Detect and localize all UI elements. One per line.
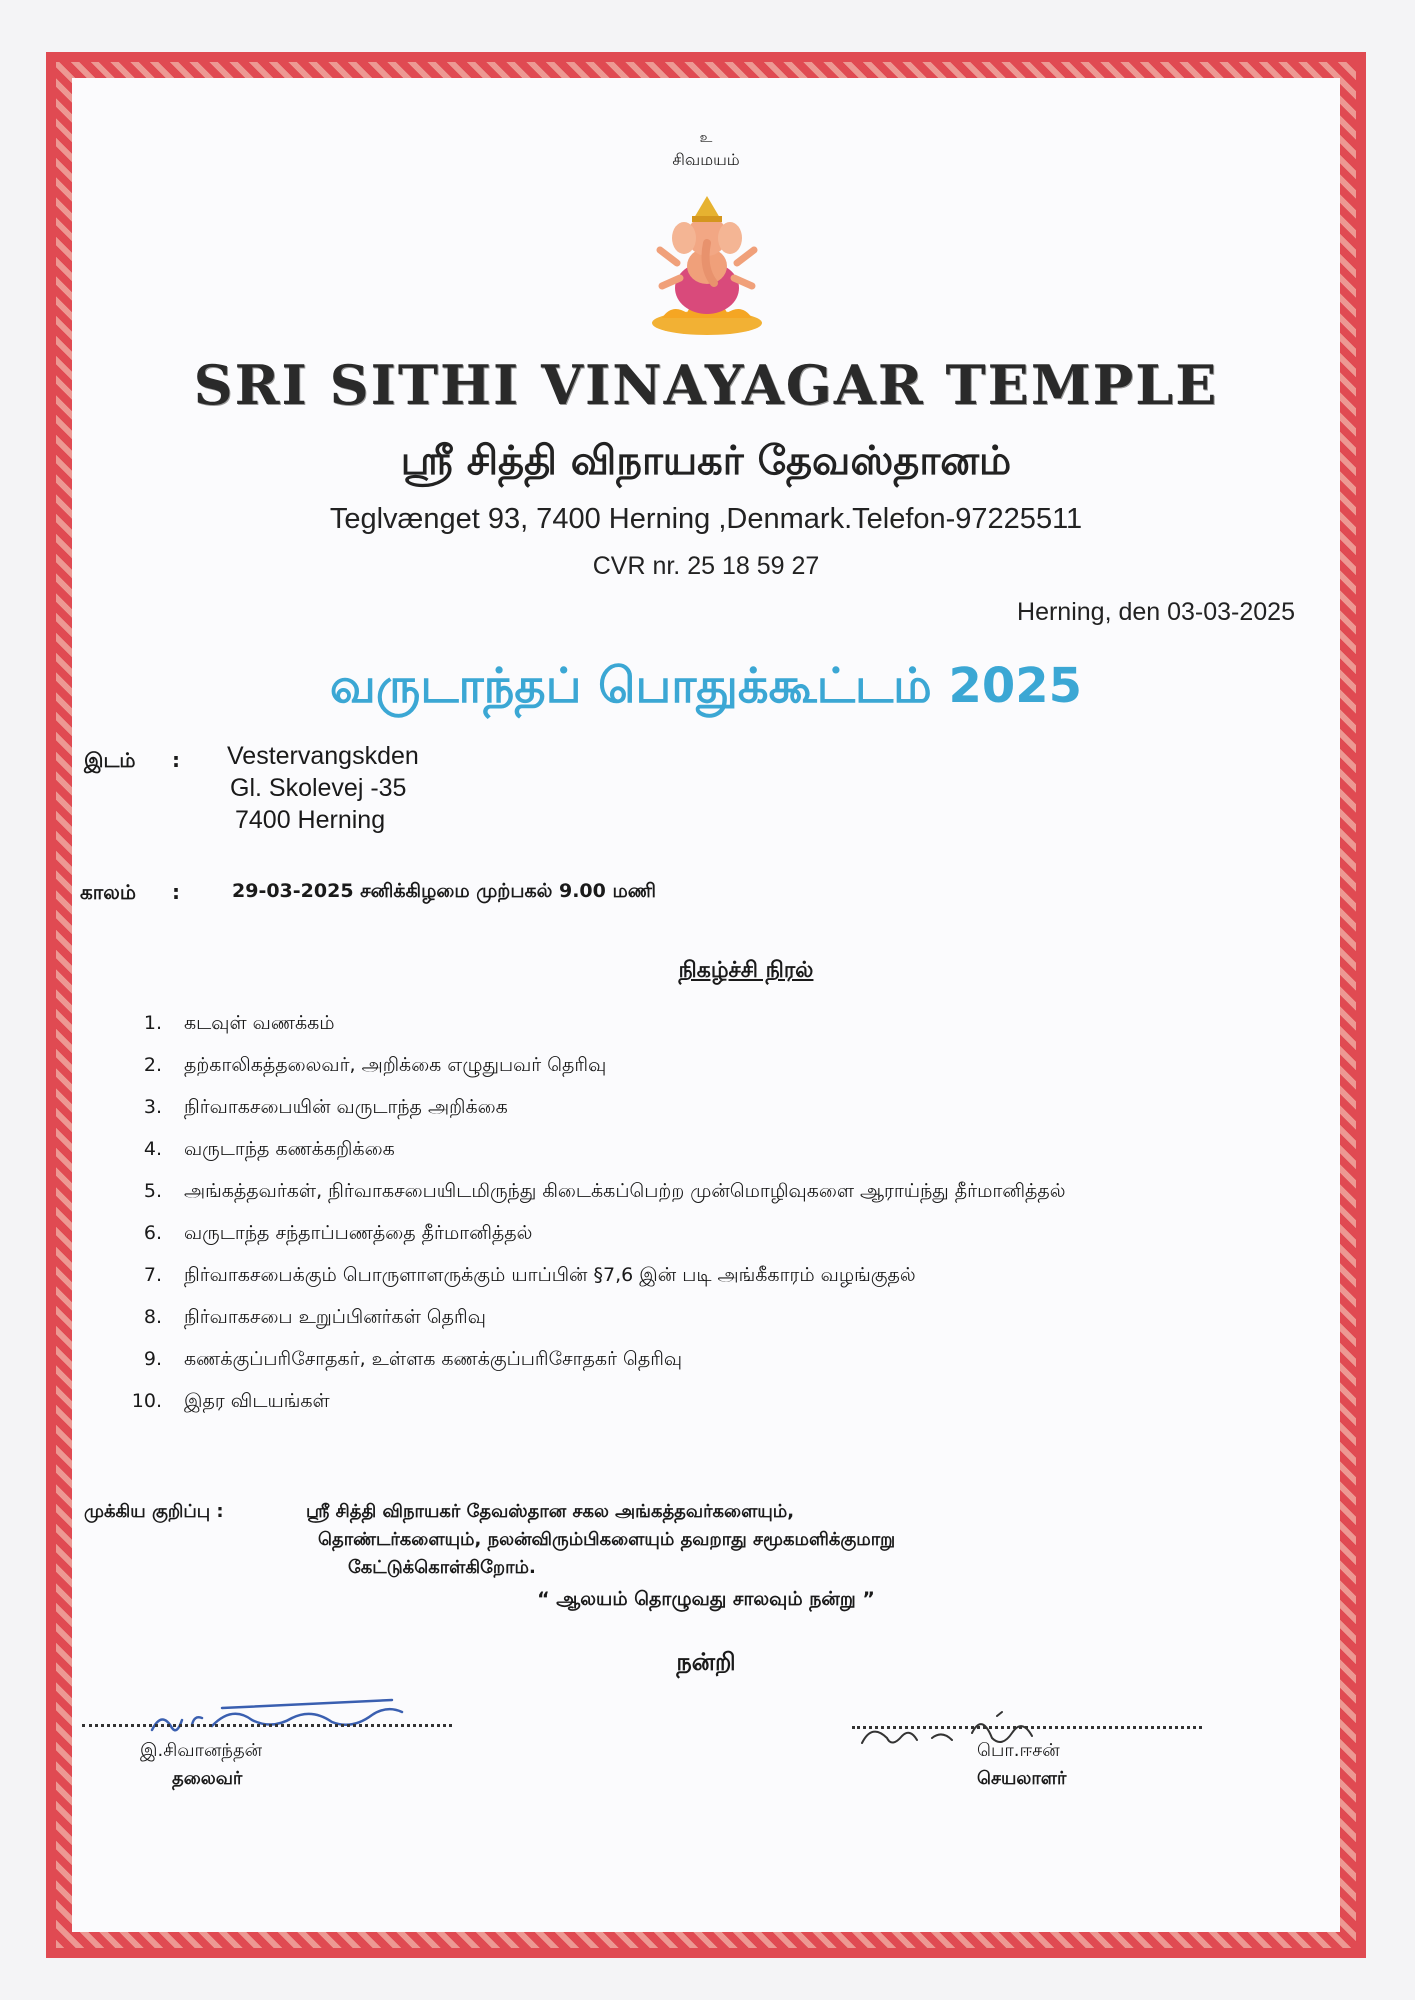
- list-item: [122, 1386, 1272, 1416]
- item-number: 2.: [143, 1054, 162, 1076]
- note-line-1: ஸ்ரீ சித்தி விநாயகர் தேவஸ்தான சகல அங்கத்தவர்களையும்,: [306, 1501, 795, 1522]
- venue-colon: :: [172, 748, 180, 772]
- item-text: வருடாந்த கணக்கறிக்கை: [184, 1138, 395, 1160]
- venue-line-1: Vestervangskden: [227, 742, 419, 770]
- signature-line-right: [852, 1726, 1202, 1729]
- item-number: 9.: [143, 1348, 162, 1370]
- president-role: தலைவர்: [172, 1768, 243, 1789]
- item-number: 3.: [143, 1096, 162, 1118]
- om-symbol: உ: [699, 130, 713, 146]
- program-list: [122, 1008, 1272, 1428]
- item-number: 10.: [131, 1390, 162, 1412]
- list-item: [122, 1176, 1272, 1206]
- secretary-name: பொ.ஈசன்: [977, 1740, 1060, 1761]
- item-text: கணக்குப்பரிசோதகர், உள்ளக கணக்குப்பரிசோதகர் தெரிவு: [184, 1348, 683, 1370]
- item-text: கடவுள் வணக்கம்: [184, 1012, 335, 1034]
- note-body: [306, 1498, 1234, 1582]
- dateline: Herning, den 03-03-2025: [1017, 598, 1295, 626]
- meeting-title: வருடாந்தப் பொதுக்கூட்டம் 2025: [329, 658, 1083, 714]
- venue-line-2: Gl. Skolevej -35: [230, 774, 407, 802]
- secretary-role: செயலாளர்: [977, 1768, 1067, 1789]
- signature-line-left: [82, 1724, 452, 1727]
- temple-name-english: SRI SITHI VINAYAGAR TEMPLE: [193, 353, 1219, 417]
- program-heading: [72, 958, 1340, 986]
- item-text: நிர்வாகசபைக்கும் பொருளாளருக்கும் யாப்பின் §7,6 இன் படி அங்கீகாரம் வழங்குதல்: [184, 1264, 916, 1286]
- quote: “ ஆலயம் தொழுவது சாலவும் நன்று ”: [537, 1588, 875, 1610]
- time-colon: :: [172, 880, 180, 904]
- list-item: [122, 1344, 1272, 1374]
- list-item: [122, 1260, 1272, 1290]
- list-item: [122, 1302, 1272, 1332]
- item-number: 5.: [143, 1180, 162, 1202]
- item-text: நிர்வாகசபையின் வருடாந்த அறிக்கை: [184, 1096, 508, 1118]
- item-text: நிர்வாகசபை உறுப்பினர்கள் தெரிவு: [184, 1306, 486, 1328]
- item-text: அங்கத்தவர்கள், நிர்வாகசபையிடமிருந்து கிடைக்கப்பெற்ற முன்மொழிவுகளை ஆராய்ந்து தீர்மானித்தல்: [184, 1180, 1066, 1202]
- list-item: [122, 1050, 1272, 1080]
- note-line-2: தொண்டர்களையும், நலன்விரும்பிகளையும் தவறாது சமூகமளிக்குமாறு: [318, 1529, 896, 1550]
- cvr-number: CVR nr. 25 18 59 27: [592, 552, 820, 580]
- item-number: 7.: [143, 1264, 162, 1286]
- temple-name-tamil: ஸ்ரீ சித்தி விநாயகர் தேவஸ்தானம்: [400, 438, 1012, 484]
- item-number: 8.: [143, 1306, 162, 1328]
- list-item: [122, 1092, 1272, 1122]
- time-value: 29-03-2025 சனிக்கிழமை முற்பகல் 9.00 மணி: [232, 880, 657, 902]
- sivamayam-text: சிவமயம்: [672, 150, 740, 169]
- ganesha-icon: [632, 188, 782, 338]
- notice-page: [72, 78, 1340, 1932]
- list-item: [122, 1008, 1272, 1038]
- program-heading-text: நிகழ்ச்சி நிரல்: [678, 958, 814, 983]
- item-number: 6.: [143, 1222, 162, 1244]
- note-label: முக்கிய குறிப்பு :: [84, 1501, 224, 1522]
- president-name: இ.சிவானந்தன்: [140, 1740, 263, 1761]
- important-note: [84, 1498, 1234, 1582]
- item-text: தற்காலிகத்தலைவர், அறிக்கை எழுதுபவர் தெரிவு: [184, 1054, 607, 1076]
- time-label: காலம்: [80, 880, 136, 904]
- note-line-3: கேட்டுக்கொள்கிறோம்.: [348, 1557, 536, 1578]
- item-number: 4.: [143, 1138, 162, 1160]
- item-number: 1.: [143, 1012, 162, 1034]
- item-text: இதர விடயங்கள்: [184, 1390, 330, 1412]
- list-item: [122, 1134, 1272, 1164]
- list-item: [122, 1218, 1272, 1248]
- venue-label: இடம்: [84, 748, 136, 772]
- temple-address: Teglvænget 93, 7400 Herning ,Denmark.Telefon-97225511: [329, 503, 1083, 535]
- venue-line-3: 7400 Herning: [235, 806, 386, 834]
- thanks-text: நன்றி: [676, 1648, 736, 1676]
- item-text: வருடாந்த சந்தாப்பணத்தை தீர்மானித்தல்: [184, 1222, 533, 1244]
